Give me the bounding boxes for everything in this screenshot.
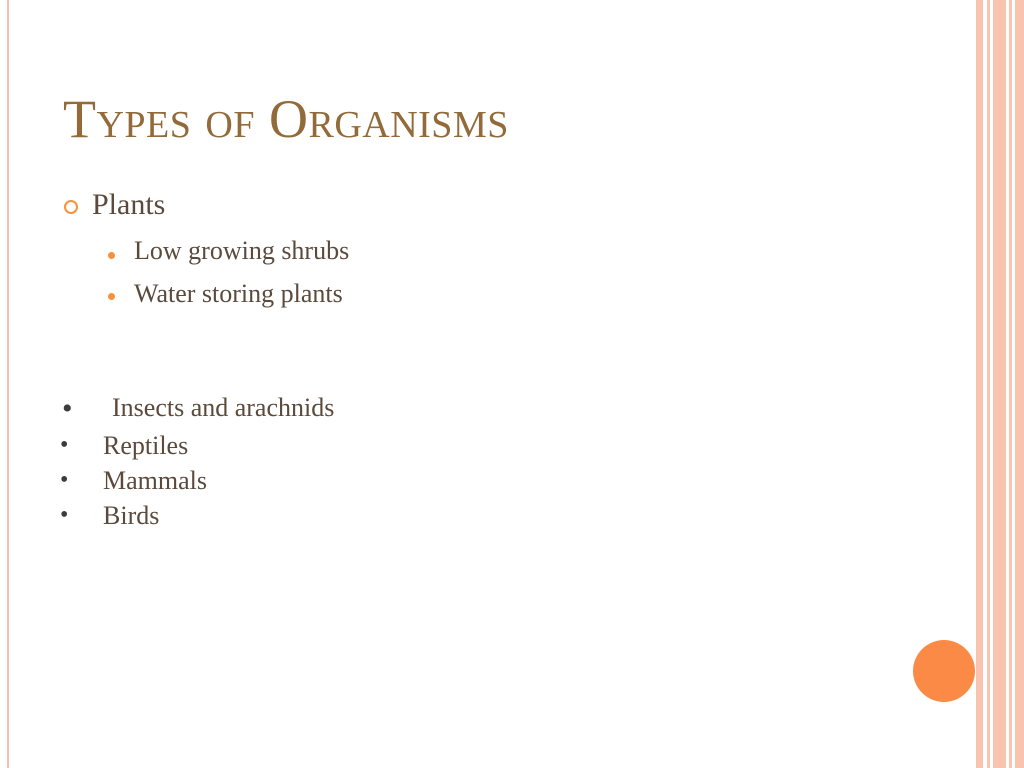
subitem-low-growing-shrubs: Low growing shrubs	[134, 236, 350, 265]
item-insects-and-arachnids: Insects and arachnids	[112, 393, 335, 422]
right-decorative-stripes	[976, 0, 1024, 768]
item-reptiles: Reptiles	[103, 431, 189, 460]
left-border-line	[7, 0, 9, 768]
item-mammals: Mammals	[103, 466, 207, 495]
item-birds: Birds	[103, 501, 160, 530]
bullet-icon: •	[62, 392, 73, 425]
subitem-water-storing-plants: Water storing plants	[134, 279, 343, 308]
bullet-icon: •	[60, 467, 69, 493]
dot-bullet-icon	[108, 293, 115, 300]
bullet-icon: •	[60, 502, 69, 528]
plants-heading: Plants	[92, 188, 166, 221]
ring-bullet-icon	[64, 200, 78, 214]
slide-title: Types of Organisms	[63, 89, 509, 149]
orange-circle-icon	[913, 640, 975, 702]
dot-bullet-icon	[108, 252, 115, 259]
bullet-icon: •	[60, 432, 69, 458]
